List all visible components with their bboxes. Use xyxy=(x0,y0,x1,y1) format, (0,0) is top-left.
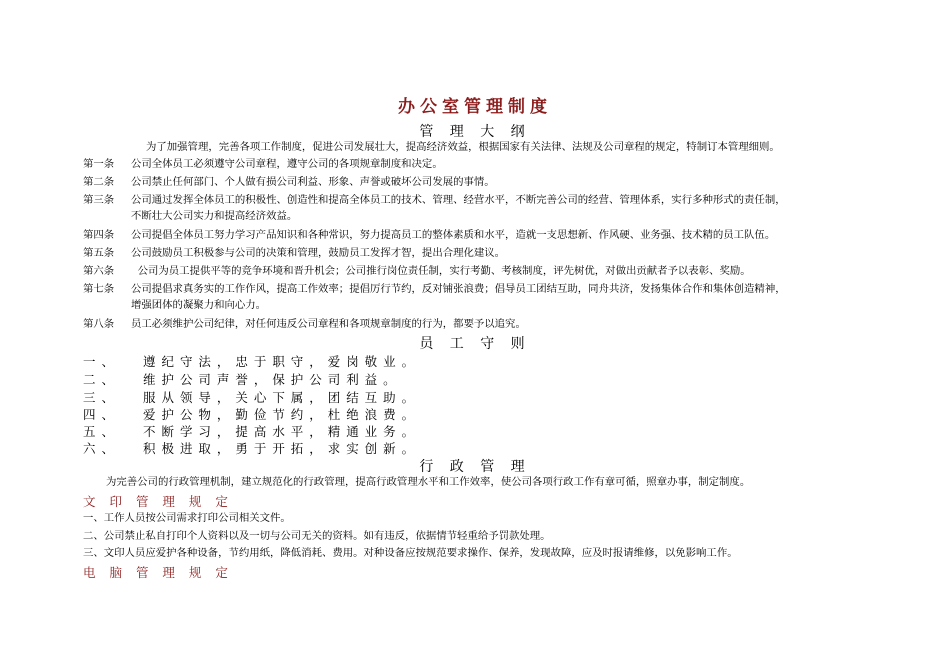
article-text: 公司全体员工必须遵守公司章程，遵守公司的各项规章制度和决定。 xyxy=(131,158,443,170)
article-text: 公司提倡求真务实的工作作风，提高工作效率；提倡厉行节约，反对铺张浪费；倡导员工团结互助，同舟共济，发扬集体合作和集体创造精神， xyxy=(131,283,786,295)
article-label: 第二条 xyxy=(83,176,115,188)
rule-number: 二 、 xyxy=(83,372,115,387)
rule-number: 六 、 xyxy=(83,441,115,456)
rule-number: 五 、 xyxy=(83,424,115,439)
article-label: 第八条 xyxy=(83,318,115,330)
rule-number: 四 、 xyxy=(83,407,115,422)
computer-section-heading: 电 脑 管 理 规 定 xyxy=(83,565,233,580)
article-text: 员工必须维护公司纪律，对任何违反公司章程和各项规章制度的行为，都要予以追究。 xyxy=(131,318,526,330)
outline-heading: 管 理 大 纲 xyxy=(419,124,531,140)
rule-number: 一 、 xyxy=(83,354,115,369)
print-section-heading: 文 印 管 理 规 定 xyxy=(83,494,233,509)
rule-text: 爱 护 公 物 ， 勤 俭 节 约 ， 杜 绝 浪 费 。 xyxy=(143,407,416,422)
print-rule-item: 三、文印人员应爱护各种设备，节约用纸，降低消耗、费用。对种设备应按规范要求操作、保养，发现故障，应及时报请维修，以免影响工作。 xyxy=(83,547,738,559)
admin-heading: 行 政 管 理 xyxy=(419,459,531,475)
outline-intro: 为了加强管理，完善各项工作制度，促进公司发展壮大，提高经济效益，根据国家有关法律、法规及公司章程的规定，特制订本管理细则。 xyxy=(146,141,780,153)
article-label: 第五条 xyxy=(83,247,115,259)
article-text: 增强团体的凝聚力和向心力。 xyxy=(131,299,267,311)
article-text: 公司为员工提供平等的竞争环境和晋升机会；公司推行岗位责任制，实行考勤、考核制度，评先树优，对做出贡献者予以表彰、奖励。 xyxy=(131,265,751,277)
article-text: 公司通过发挥全体员工的积极性、创造性和提高全体员工的技术、管理、经营水平，不断完善公司的经营、管理体系，实行多种形式的责任制， xyxy=(131,194,786,206)
code-heading: 员 工 守 则 xyxy=(419,336,531,352)
rule-text: 维 护 公 司 声 誉 ， 保 护 公 司 利 益 。 xyxy=(143,372,397,387)
document-title: 办公室管理制度 xyxy=(398,97,552,117)
admin-intro: 为完善公司的行政管理机制，建立规范化的行政管理，提高行政管理水平和工作效率，使公司各项行政工作有章可循，照章办事，制定制度。 xyxy=(106,476,751,488)
article-text: 公司提倡全体员工努力学习产品知识和各种常识，努力提高员工的整体素质和水平，造就一支思想新、作风硬、业务强、技术精的员工队伍。 xyxy=(131,229,776,241)
print-rule-item: 一、工作人员按公司需求打印公司相关文件。 xyxy=(83,512,291,524)
rule-text: 积 极 进 取 ， 勇 于 开 拓 ， 求 实 创 新 。 xyxy=(143,441,416,456)
rule-number: 三 、 xyxy=(83,390,115,405)
rule-text: 不 断 学 习 ， 提 高 水 平 ， 精 通 业 务 。 xyxy=(143,424,416,439)
article-label: 第六条 xyxy=(83,265,115,277)
article-label: 第三条 xyxy=(83,194,115,206)
rule-text: 遵 纪 守 法 ， 忠 于 职 守 ， 爱 岗 敬 业 。 xyxy=(143,354,416,369)
rule-text: 服 从 领 导 ， 关 心 下 属 ， 团 结 互 助 。 xyxy=(143,390,416,405)
article-text: 公司禁止任何部门、个人做有损公司利益、形象、声誉或破坏公司发展的事情。 xyxy=(131,176,495,188)
print-rule-item: 二、公司禁止私自打印个人资料以及一切与公司无关的资料。如有违反，依据情节轻重给予罚款处理。 xyxy=(83,530,551,542)
article-text: 不断壮大公司实力和提高经济效益。 xyxy=(131,210,298,222)
article-text: 公司鼓励员工积极参与公司的决策和管理，鼓励员工发挥才智，提出合理化建议。 xyxy=(131,247,506,259)
article-label: 第七条 xyxy=(83,283,115,295)
article-label: 第一条 xyxy=(83,158,115,170)
article-label: 第四条 xyxy=(83,229,115,241)
